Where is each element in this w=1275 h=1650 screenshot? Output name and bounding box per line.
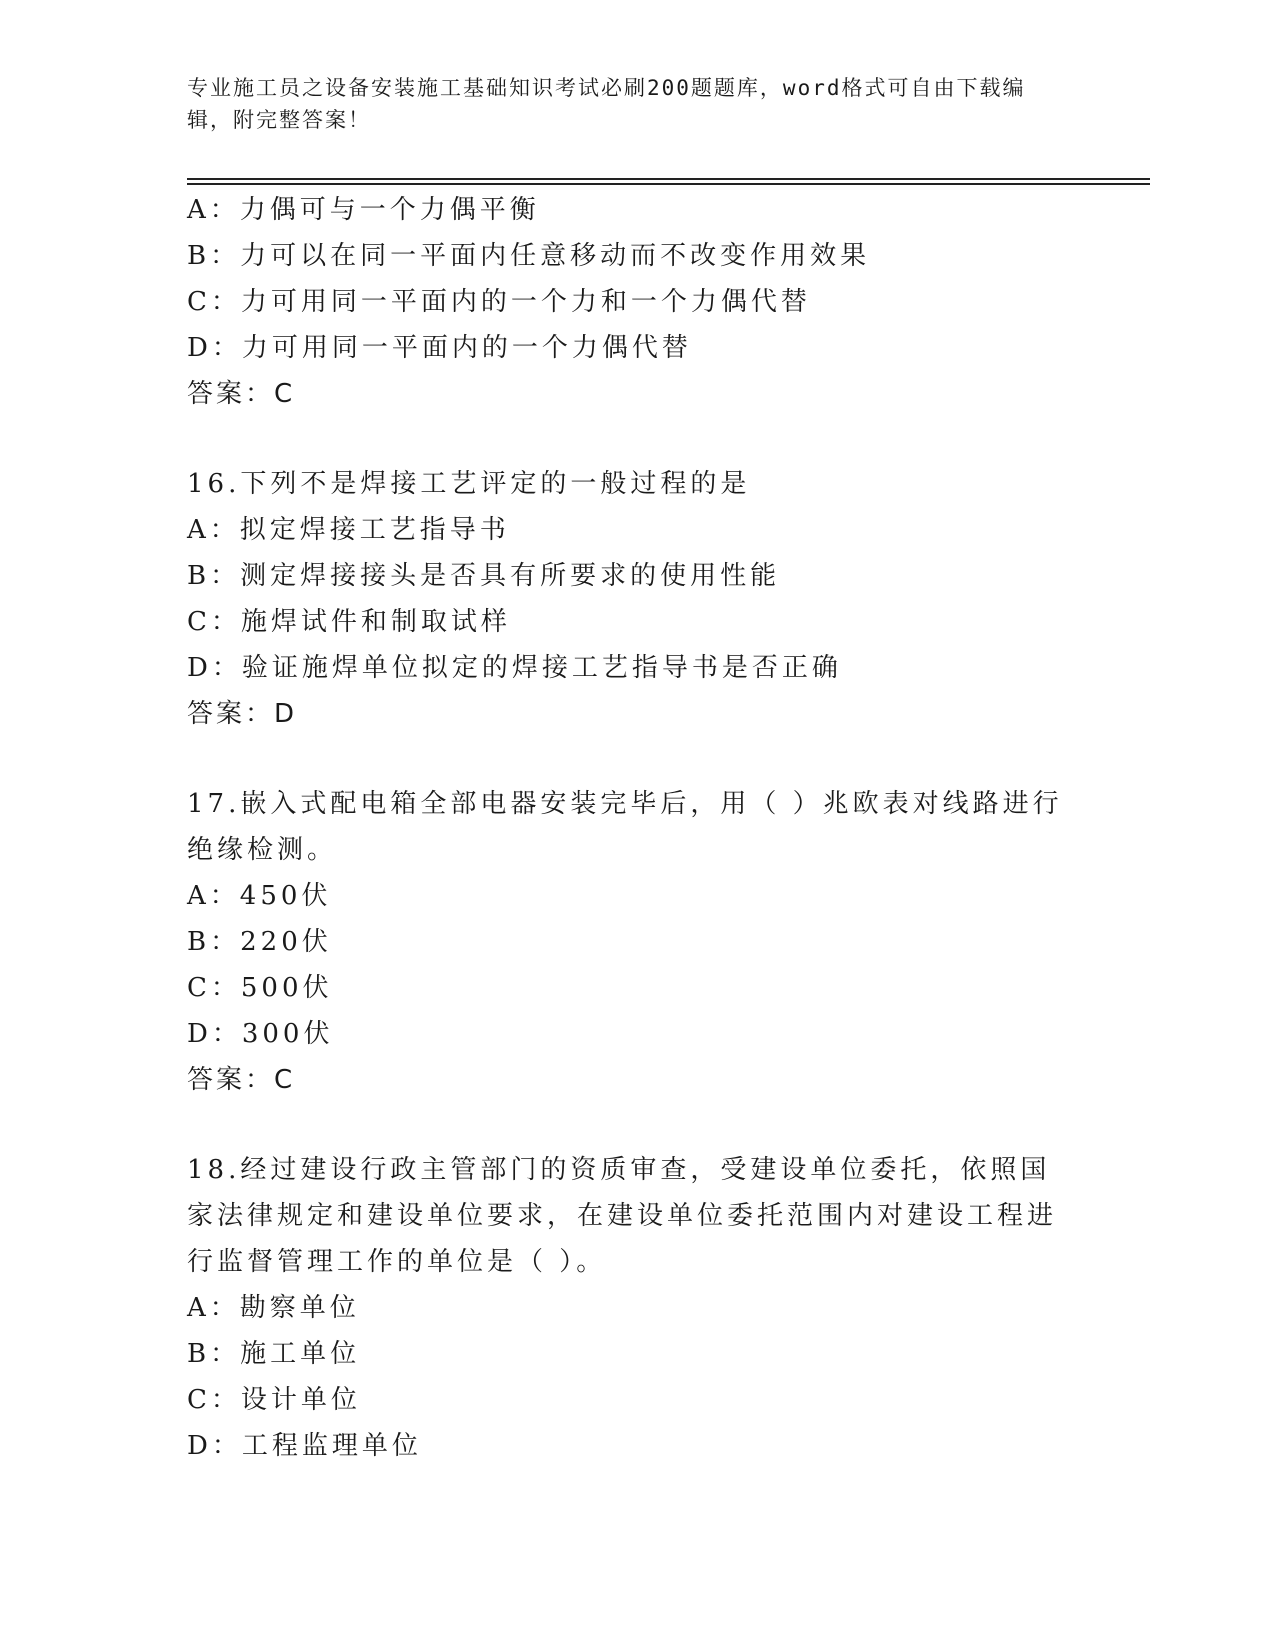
option-a: A：力偶可与一个力偶平衡 <box>187 195 540 225</box>
option-a: A：拟定焊接工艺指导书 <box>187 515 510 545</box>
option-b: B：测定焊接接头是否具有所要求的使用性能 <box>187 561 781 591</box>
spacer <box>187 1103 1087 1147</box>
option-d: D：验证施焊单位拟定的焊接工艺指导书是否正确 <box>187 653 842 683</box>
spacer <box>187 737 1087 781</box>
option-d: D：力可用同一平面内的一个力偶代替 <box>187 333 692 363</box>
spacer <box>187 417 1087 461</box>
option-b: B：力可以在同一平面内任意移动而不改变作用效果 <box>187 241 871 271</box>
option-b: B：220伏 <box>187 927 332 957</box>
answer: 答案：C <box>187 379 296 409</box>
question-block-18 <box>187 1147 1087 1469</box>
option-c: C：500伏 <box>187 973 333 1003</box>
question-list <box>187 187 1087 1469</box>
question-block-17 <box>187 781 1087 1103</box>
option-d: D：300伏 <box>187 1019 334 1049</box>
answer: 答案：D <box>187 699 298 729</box>
question-block-15 <box>187 187 1087 417</box>
option-b: B：施工单位 <box>187 1339 361 1369</box>
question-text: 18.经过建设行政主管部门的资质审查，受建设单位委托，依照国家法律规定和建设单位要求，在建设单位委托范围内对建设工程进行监督管理工作的单位是（ ）。 <box>187 1155 1058 1277</box>
option-c: C：设计单位 <box>187 1385 361 1415</box>
option-d: D：工程监理单位 <box>187 1431 422 1461</box>
option-c: C：力可用同一平面内的一个力和一个力偶代替 <box>187 287 811 317</box>
answer: 答案：C <box>187 1065 296 1095</box>
question-block-16 <box>187 461 1087 737</box>
option-c: C：施焊试件和制取试样 <box>187 607 511 637</box>
document-header: 专业施工员之设备安装施工基础知识考试必刷200题题库，word格式可自由下载编辑，附完整答案！ <box>187 76 1026 132</box>
header-divider-bottom <box>187 183 1150 185</box>
option-a: A：450伏 <box>187 881 332 911</box>
question-text: 17.嵌入式配电箱全部电器安装完毕后，用（ ）兆欧表对线路进行绝缘检测。 <box>187 789 1063 865</box>
question-text: 16.下列不是焊接工艺评定的一般过程的是 <box>187 469 751 499</box>
option-a: A：勘察单位 <box>187 1293 360 1323</box>
header-divider-top <box>187 178 1150 180</box>
